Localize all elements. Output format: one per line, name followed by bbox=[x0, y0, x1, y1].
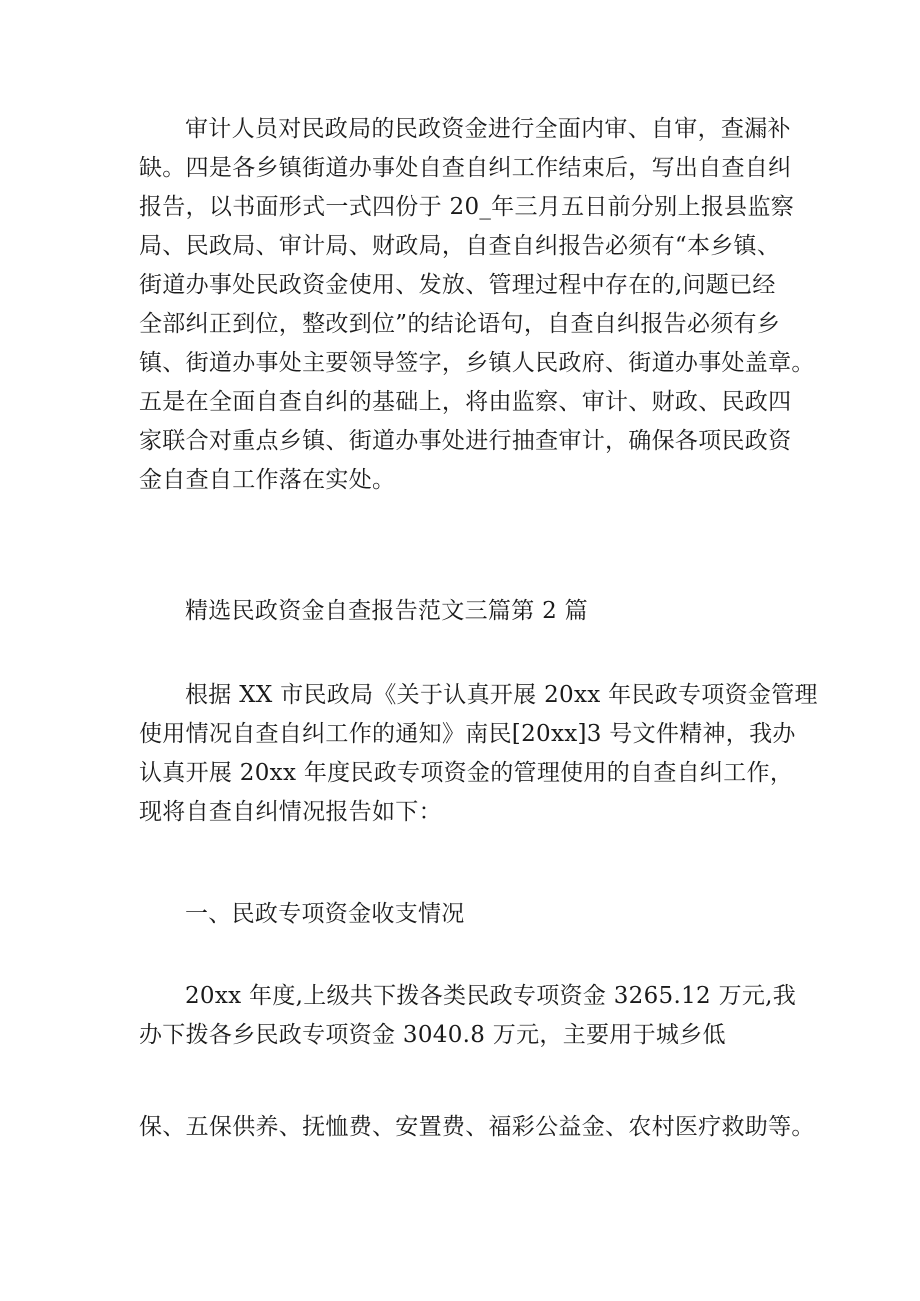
text-line: 20xx 年度,上级共下拨各类民政专项资金 3265.12 万元,我 bbox=[185, 983, 797, 1009]
text-line: 局、民政局、审计局、财政局，自查自纠报告必须有“本乡镇、 bbox=[139, 233, 781, 259]
text-line: 家联合对重点乡镇、街道办事处进行抽查审计，确保各项民政资 bbox=[139, 428, 792, 454]
text-line: 街道办事处民政资金使用、发放、管理过程中存在的,问题已经 bbox=[139, 272, 776, 298]
subsection-heading bbox=[139, 895, 799, 934]
text-line: 根据 XX 市民政局《关于认真开展 20xx 年民政专项资金管理 bbox=[185, 682, 818, 708]
text-line: 金自查自工作落在实处。 bbox=[139, 467, 396, 493]
text-line: 现将自查自纠情况报告如下： bbox=[139, 799, 442, 825]
paragraph-audit bbox=[139, 110, 815, 500]
text-line: 认真开展 20xx 年度民政专项资金的管理使用的自查自纠工作， bbox=[139, 760, 794, 786]
paragraph-intro bbox=[139, 676, 818, 832]
paragraph-funds bbox=[139, 977, 799, 1055]
text-line: 全部纠正到位，整改到位”的结论语句，自查自纠报告必须有乡 bbox=[139, 311, 781, 337]
text-line: 办下拨各乡民政专项资金 3040.8 万元，主要用于城乡低 bbox=[139, 1022, 726, 1048]
paragraph-funds-continued bbox=[139, 1108, 815, 1147]
heading-line: 一、民政专项资金收支情况 bbox=[185, 901, 465, 927]
text-line: 缺。四是各乡镇街道办事处自查自纠工作结束后，写出自查自纠 bbox=[139, 155, 792, 181]
section-heading bbox=[139, 592, 799, 631]
text-line: 保、五保供养、抚恤费、安置费、福彩公益金、农村医疗救助等。 bbox=[139, 1114, 815, 1140]
text-line: 五是在全面自查自纠的基础上，将由监察、审计、财政、民政四 bbox=[139, 389, 792, 415]
text-line: 报告，以书面形式一式四份于 20_年三月五日前分别上报县监察 bbox=[139, 194, 795, 220]
text-line: 使用情况自查自纠工作的通知》南民[20xx]3 号文件精神，我办 bbox=[139, 721, 796, 747]
text-line: 审计人员对民政局的民政资金进行全面内审、自审，查漏补 bbox=[185, 116, 791, 142]
text-line: 镇、街道办事处主要领导签字，乡镇人民政府、街道办事处盖章。 bbox=[139, 350, 815, 376]
heading-line: 精选民政资金自查报告范文三篇第 2 篇 bbox=[185, 598, 588, 624]
